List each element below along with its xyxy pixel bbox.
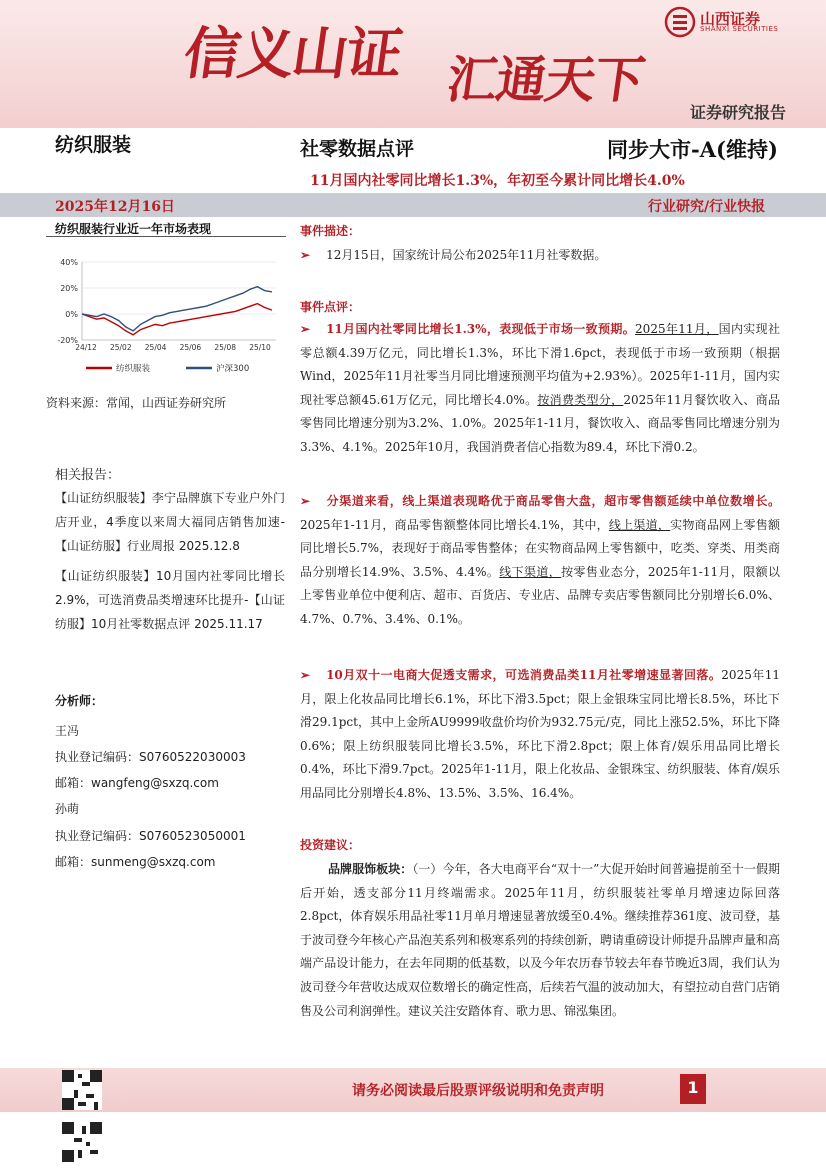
slogan-part2: 汇通天下 [443, 50, 648, 109]
analyst-name: 王冯 [55, 724, 80, 738]
logo-name-cn: 山西证券 [700, 10, 761, 28]
page-number: 1 [687, 1078, 699, 1097]
chart-title: 纺织服装行业近一年市场表现 [55, 222, 212, 236]
report-date: 2025年12月16日 [55, 199, 175, 215]
chart-x-tick-label: 25/10 [249, 343, 271, 352]
chart-x-ticks [75, 343, 271, 352]
chart-x-tick-label: 25/02 [109, 343, 132, 352]
bullet-icon: ➢ [300, 322, 311, 336]
chart-legend-label: 纺织服装 [116, 364, 151, 374]
chart-legend-label: 沪深300 [216, 364, 250, 374]
p2-text-a: 2025年1-11月，商品零售额整体同比增长4.1%，其中， [300, 517, 609, 532]
event-text-body: 12月15日，国家统计局公布2025年11月社零数据。 [326, 248, 607, 262]
market-performance-chart [46, 248, 286, 383]
paragraph-1 [300, 318, 780, 460]
chart-series-line [82, 304, 272, 335]
p4-text-a: （一）今年，各大电商平台“双十一”大促开始时间普遍提前至十一假期后开始，透支部分11月终端需求。2025年11月，纺织服装社零单月增速边际回落2.8pct，体育娱乐用品社零11月单月增速显著放缓至0.4%。继续推荐361度、波司登，基于波司登今年核心产品泡芙系列和极寒系列的持续创新，聘请重磅设计师提升品牌声量和高端产品设计能力，在去年同期的低基数，以及今年农历春节较去年春节晚近3周，我们认为波司登今年营收达成双位数增长的确定性高，后续若气温的波动加大，有望拉动自营门店销售及公司利润弹性。建议关注安踏体育、歌力思、锦泓集团。 [300, 862, 781, 1018]
analyst-email[interactable]: 邮箱：wangfeng@sxzq.com [55, 776, 219, 790]
comment-title: 事件点评： [300, 300, 361, 314]
bullet-icon: ➢ [300, 668, 311, 682]
industry-title: 纺织服装 [55, 134, 132, 156]
event-text [300, 244, 780, 268]
chart-x-tick-label: 25/06 [179, 343, 202, 352]
analyst-reg: 执业登记编码：S0760523050001 [55, 829, 246, 843]
chart-x-tick-label: 24/12 [75, 343, 97, 352]
paragraph-4 [300, 858, 780, 1023]
analyst-reg: 执业登记编码：S0760522030003 [55, 750, 246, 764]
rating: 同步大市-A(维持) [607, 137, 778, 162]
p2-lead: 分渠道来看，线上渠道表现略优于商品零售大盘，超市零售额延续中单位数增长。 [326, 494, 780, 508]
p1-underline-2: 按消费类型分， [537, 392, 624, 407]
slogan-part1: 信义山证 [179, 21, 406, 87]
p2-text-c: 按零售业态分，2025年1-11月，限额以上零售业单位中便利店、超市、百货店、专业店、品牌专卖店零售额同比分别增长6.0%、4.7%、0.7%、3.4%、0.1%。 [300, 564, 780, 626]
chart-legend [86, 363, 249, 374]
footer-disclaimer: 请务必阅读最后股票评级说明和免责声明 [352, 1083, 604, 1099]
p1-text-b: 2025年11月餐饮收入、商品零售同比增速分别为3.2%、1.0%。2025年1-11月，餐饮收入、商品零售同比增速分别为3.3%、4.1%。2025年10月，我国消费者信心指数为89.4，环比下滑0.2。 [300, 392, 780, 454]
p1-underline-1: 2025年11月， [635, 322, 719, 336]
doc-type: 社零数据点评 [300, 138, 415, 160]
chart-series [82, 287, 272, 335]
qr-code-icon [62, 1122, 102, 1162]
report-category: 行业研究/行业快报 [648, 199, 766, 215]
report-type: 证券研究报告 [690, 103, 787, 122]
headline: 11月国内社零同比增长1.3%，年初至今累计同比增长4.0% [310, 173, 685, 189]
p3-lead: 10月双十一电商大促透支需求，可选消费品类11月社零增速显著回落。 [326, 668, 722, 682]
chart-y-tick-label: -20% [57, 336, 78, 345]
paragraph-2 [300, 490, 780, 632]
related-reports-title: 相关报告： [55, 468, 121, 483]
chart-x-tick-label: 25/08 [214, 343, 237, 352]
advice-title: 投资建议： [300, 838, 361, 852]
divider [46, 236, 286, 237]
p3-text-a: 2025年11月，限上化妆品同比增长6.1%，环比下滑3.5pct；限上金银珠宝同比增长8.5%，环比下滑29.1pct，其中上金所AU9999收盘价均价为932.75元/克，同比上涨52.5%，环比下降0.6%；限上纺织服装同比增长3.5%，环比下滑2.8pct；限上体育/娱乐用品同比增长0.4%，环比下滑9.7pct。2025年1-11月，限上化妆品、金银珠宝、纺织服装、体育/娱乐用品同比分别增长4.8%、13.5%、3.5%、16.4%。 [300, 668, 780, 800]
company-logo-icon [664, 6, 696, 38]
p2-text-b: 实物商品网上零售额同比增长5.7%，表现好于商品零售整体；在实物商品网上零售额中，吃类、穿类、用类商品分别增长14.9%、3.5%、4.4%。 [300, 517, 780, 579]
chart-y-ticks [57, 258, 78, 345]
qr-code-icon [62, 1070, 102, 1110]
chart-grid [82, 262, 276, 340]
p4-lead: 品牌服饰板块： [328, 862, 413, 876]
p2-underline-2: 线下渠道， [499, 564, 562, 579]
analyst-name: 孙萌 [55, 802, 80, 816]
chart-y-tick-label: 20% [60, 284, 78, 293]
related-report-link[interactable]: 【山证纺织服装】李宁品牌旗下专业户外门店开业，4季度以来周大福同店销售加速-【山证纺服】行业周报 2025.12.8 [55, 491, 285, 553]
chart-y-tick-label: 0% [65, 310, 78, 319]
chart-source: 资料来源：常闻，山西证券研究所 [46, 396, 227, 410]
chart-y-tick-label: 40% [60, 258, 78, 267]
event-title: 事件描述： [300, 224, 361, 238]
analyst-email[interactable]: 邮箱：sunmeng@sxzq.com [55, 855, 216, 869]
p1-text-a: 国内实现社零总额4.39万亿元，同比增长1.3%，环比下滑1.6pct，表现低于市场一致预期（根据Wind，2025年11月社零当月同比增速预测平均值为+2.93%）。2025年1-11月，国内实现社零总额45.61万亿元，同比增长4.0%。 [300, 322, 781, 407]
paragraph-3 [300, 664, 780, 806]
analyst-title: 分析师： [55, 694, 104, 708]
related-report-link[interactable]: 【山证纺织服装】10月国内社零同比增长2.9%，可选消费品类增速环比提升-【山证纺服】10月社零数据点评 2025.11.17 [55, 569, 285, 631]
chart-x-tick-label: 25/04 [144, 343, 167, 352]
p2-underline-1: 线上渠道， [608, 517, 671, 532]
bullet-icon: ➢ [300, 494, 311, 508]
logo-name-en: SHANXI SECURITIES [700, 25, 779, 33]
p1-lead: 11月国内社零同比增长1.3%，表现低于市场一致预期。 [326, 322, 636, 336]
bullet-icon: ➢ [300, 248, 311, 262]
